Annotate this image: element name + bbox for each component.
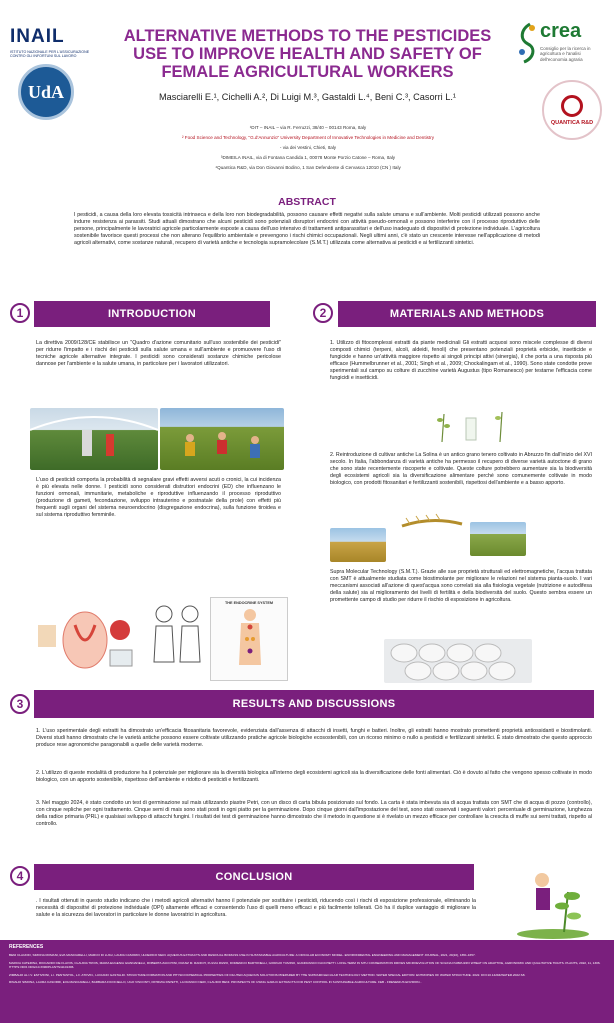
section-number-2: 2 [313,303,333,323]
poster-title: ALTERNATIVE METHODS TO THE PESTICIDES USE TO IMPROVE HEALTH AND SAFETY OF FEMALE AGRICULTURAL WORKERS [123,27,492,81]
quantica-mark-icon [561,95,583,117]
authors: Masciarelli E.¹, Cichelli A.², Di Luigi M.³, Gastaldi L.⁴, Beni C.³, Casorri L.¹ [158,92,456,102]
uda-logo: UdA [18,64,74,120]
field-workers-scene [160,408,284,470]
wheat-ear-figure [400,512,464,536]
greenhouse-scene [30,408,158,470]
section-heading-conclusion: CONCLUSION [34,864,474,890]
endocrine-figure [211,605,289,679]
field-workers-photo [160,408,284,470]
petri-dishes-figure [384,639,532,683]
wheat-ear-photo [400,512,464,536]
results-paragraph-3: 3. Nel maggio 2024, è stato condotto un test di germinazione sul mais utilizzando piastre Petri, con un disco di carta bibula posizionato sul fondo. La carta è stata imbevuta sia di acqua trattata con SMT che di acqua di pozzo (controllo), con cinque repliche per ogni trattamento. Cinque semi di mais sono stati posti in ogni piatto per la germinazione. Dopo cinque giorni dall'impostazione del test, sono stati osservati i seguenti valori: percentuale di germinazione, lunghezza della radice primaria (PRL) e qualsiasi sviluppo di attacchi fungini. I risultati dei test di germinazione hanno dimostrato che il metodo in questione si è rivelato un mezzo efficace per controllare la crescita di muffe sui semi trattati, rispetto al controllo. [36,800,592,827]
methods-paragraph-3: Supra Molecular Technology (S.M.T.). Grazie alle sue proprietà strutturali ed elettromagnetiche, l'acqua trattata con SMT è attualmente studiata come biostimolante per migliorare le relazioni nel sistema pianta-suolo. I vari meccanismi associati all'azione di quest'acqua sono correlati sia alla fisiologia vegetale (nutrizione e autodifesa della salute) sia al miglioramento dei livelli di fertilità e della biodiversità del suolo. Questo sembra essere un promettente campo di studio per ridurre il rischio di esposizione in agricoltura. [330,569,592,603]
results-paragraph-2: 2. L'utilizzo di queste modalità di produzione ha il potenziale per migliorare sia la diversità biologica all'interno degli ecosistemi agricoli sia la diversificazione delle fonti alimentari. Ciò è dovuto al fatto che vengono spesso coltivate in modo biologico, con un apporto sostenibile, rispettoso dell'ambiente e ridotto di pesticidi e fertilizzanti. [36,770,592,783]
greenhouse-photo [30,408,158,470]
wheat-field-photo [330,528,386,562]
reference-3: ZIMBALDI AL I.V. ESTIVIONI, L.I. PENTASTOL, L.F. ATOVIN., LUCIANO GASTALDI. STRUCTURE FORMATION AND PHYSICOCHEMICAL PROPERTIES OF DILUTED AQUEOUS SOLUTIONS PREPARED BY THE SUPRAMOLECULAR TECHNOLOGY METHOD. WATER SPECIAL EDITION: ENTROPIES OF WATER STRUCTURE. 2022. DOI:10.14294/WATER.2022.S8. [9,972,526,977]
poster-header [0,0,614,190]
health-effects-illustration [30,595,140,675]
abstract-box [74,191,540,286]
section-number-1: 1 [10,303,30,323]
crea-leaf-icon [516,22,538,64]
abstract-text: I pesticidi, a causa della loro elevata tossicità intrinseca e della loro non biodegradabilità, possono causare effetti negativi sulla salute umana e sull'ambiente. Molti pesticidi utilizzati possono anche indurre resistenza ai parassiti. Studi attuali dimostrano che alcuni pesticidi sono potenziali disruptori endocrini con attività pseudo-ormonali e possono interferire con il processo riproduttivo delle persone, principalmente le lavoratrici agricole particolarmente esposte a causa dell'uso intensivo di trattamenti antiparassitari e dell'uso inadeguato di dispositivi di protezione individuale. L'agricoltura sostenibile favorisce questi processi che non alterano l'equilibrio ambientale e prevengono i rischi chimici occupazionali. Negli ultimi anni, c'è stato un crescente interesse nell'applicazione di metodi agricoli alternativi, come sostanze naturali, recupero di varietà antiche e tecnologia supramolecolare (S.M.T.) utilizzata come alternativa ai pesticidi e ai fertilizzanti sintetici. [74,212,540,246]
reference-2: MARCIA CATERINA, RICCARDO DE FLAVIIS, CLAUDIA TROIS, MARIA EUGENIA GIANNANELLI, ROBERTA ZACCHINI, FRANZ M. RADICH, FULVIA RIZZO, DOMENICO BARTONELLI, GIORGIO TUMINO, GIANFRANCO FACCHETTI. LONG-TERM IN SITU CONSERVATION DRIVES MICROEVOLUTION OF SOLINA D'ABRUZZO WHEAT ON ADAPTIVE, AGRONOMIC AND QUALITATIVE TRAITS. PLANTS, 2022, 11, 1306. HTTPS://DOI.ORG/10.3390/PLANTS11101306. [9,960,601,970]
crea-logo: crea Consiglio per la ricerca in agricoltura e l'analisi dell'economia agraria [516,18,606,70]
methods-paragraph-2: 2. Reintroduzione di cultivar antiche La Solina è un antico grano tenero coltivato in Abruzzo fin dall'inizio del XVI secolo. In Italia, l'abbondanza di varietà antiche ha permesso il recupero di diverse varietà autoctone di grano che sono state recentemente riscoperte e coltivate. Queste colture potrebbero aumentare sia la biodiversità degli ecosistemi agricoli sia la diversificazione alimentare perché sono comunemente coltivate in modo biologico, con prodotti fitosanitari e fertilizzanti sostenibili, rispettosi dell'ambiente e a basso apporto. [330,452,592,486]
conclusion-paragraph: . I risultati ottenuti in questo studio indicano che i metodi agricoli alternativi hanno il potenziale per sostituire i pesticidi, riducendo così i rischi di esposizione professionale, eliminando la necessità di dispositivi di protezione individuale (DPI) altamente efficaci e consentendo l'uso di quelli meno efficaci e più facilmente tollerati. Ciò ha il duplice vantaggio di migliorare la salute e la sicurezza dei lavoratori in particolare le donne lavoratrici in agricoltura. [36,898,476,918]
affiliations: ¹DIT – INAIL – via R. Ferruzzi, 38/40 – 00143 Roma, Italy ² Food Science and Technology, "G.d'Annunzio" University Department of Innovative Technologies in Medicine and Dentistry - via dei Vestini, Chieti, Italy ³DIMEILA INAIL, via di Fontana Candida 1, 00078 Monte Porzio Catone – Roma, Italy ⁴Quantica R&D, via Don Giovanni Bodino, 1 San Defendente di Cervasca 12010 (CN ) Italy [181,125,435,170]
sustainable-agriculture-illustration [512,862,594,940]
endocrine-system-diagram: THE ENDOCRINE SYSTEM [210,597,288,681]
crop-field-photo [470,522,526,556]
section-heading-results: RESULTS AND DISCUSSIONS [34,690,594,718]
references-footer [0,940,614,1023]
petri-dishes-photo [384,639,532,683]
plant-extract-images [416,408,528,444]
section-number-3: 3 [10,694,30,714]
section-heading-introduction: INTRODUCTION [34,301,270,327]
body-silhouettes-illustration [150,602,205,672]
reference-4: RINALDI SIMONA, LAURA CASORRI, EVA MASCIARELLI, BARBARA FICOCIELLO, UGO VISCONTI, PATRIZIA PAPETTI, LA FRANCO NERI, CLAUDIO BENI. PROSPECTS OF USING GARLIC EXTRACTS FOR PEST CONTROL IN SUSTAINABLE AGRICULTURE. FEB - FRESENIUS ENVIRON... [9,980,423,985]
results-paragraph-1: 1. L'uso sperimentale degli estratti ha dimostrato un'efficacia fitosanitaria favorevole, evidenziata dall'assenza di attacchi di insetti, funghi e batteri. Inoltre, gli estratti hanno mostrato promettenti proprietà antiossidanti e biostimolanti. Diversi studi hanno dimostrato che le varietà antiche possono essere coltivate utilizzando pratiche agricole biologiche ecosostenibili, con un ricorso minimo o nullo a pesticidi e fertilizzanti sintetici. È stato dimostrato che questo approccio produce rese agronomiche paragonabili a quelle delle varietà moderne. [36,728,592,748]
abstract-heading: ABSTRACT [278,196,336,208]
quantica-logo: QUANTICA R&D [542,80,602,140]
plant-extract-figure [416,408,528,444]
section-heading-materials-methods: MATERIALS AND METHODS [338,301,596,327]
inail-logo: INAIL ISTITUTO NAZIONALE PER L'ASSICURAZIONE CONTRO GLI INFORTUNI SUL LAVORO [10,26,90,59]
intro-paragraph-1: La direttiva 2009/128/CE stabilisce un "Quadro d'azione comunitario sull'uso sostenibile dei pesticidi" per ridurre l'impatto e i rischi dei pesticidi sulla salute umana e sull'ambiente e promuovere l'uso di tecniche agricole alternative integrate. I pesticidi sono considerati sostanze chimiche pericolose dannose per l'ambiente e la salute umana, in particolare per i lavoratori utilizzatori. [36,340,281,367]
methods-paragraph-1: 1. Utilizzo di fitocomplessi estratti da piante medicinali Gli estratti acquosi sono miscele complesse di diversi composti chimici (terpeni, alcoli, aldeidi, fenoli) che presentano potenziali proprietà erbicide, insetticide e fungicide e hanno un'attività maggiore rispetto ai singoli principi attivi (sinergia), il che porta a una risposta più efficace (Hummelbrunner et al., 2001; Singh et al., 2009; Chockalingam et al., 1990). Sono state condotte prove sperimentali sul campo su colture di zucchine varietà Augustus (tipo Romanesco) per testarne l'efficacia come fungicidi e insetticidi. [330,340,592,381]
section-number-4: 4 [10,866,30,886]
reference-1: BENI CLAUDIO, SIMONA ROMANI, EVA MASCIARELLI, MARCO DI LUIGI, LAURA CASORRI, ULDERICO NERI. AQUEOUS EXTRACTS AND RESIDUAL BIOMASS USE IN SUSTAINABLE AGRICULTURE: A CIRCULAR ECONOMY MODEL. ENVIRONMENTAL ENGINEERING AND MANAGEMENT JOURNAL, 2021, 20(10), 1651-1657. [9,953,476,957]
references-heading: REFERENCES [9,944,44,950]
intro-paragraph-2: L'uso di pesticidi comporta la probabilità di segnalare gravi effetti avversi acuti o cronici, la cui incidenza è più elevata nelle donne. I pesticidi sono considerati distruttori endocrini (ED) che influenzano le funzioni ormonali, immunitarie, metaboliche e riproduttive influenzando il processo riproduttivo (produzione di gameti, fecondazione, sviluppo intrauterino e postnatale della prole) con effetti più frequenti sugli organi del sistema neuroendocrino (disgregazione endocrina), sulla funzione tiroidea e sul sistema riproduttivo femminile. [36,477,281,518]
